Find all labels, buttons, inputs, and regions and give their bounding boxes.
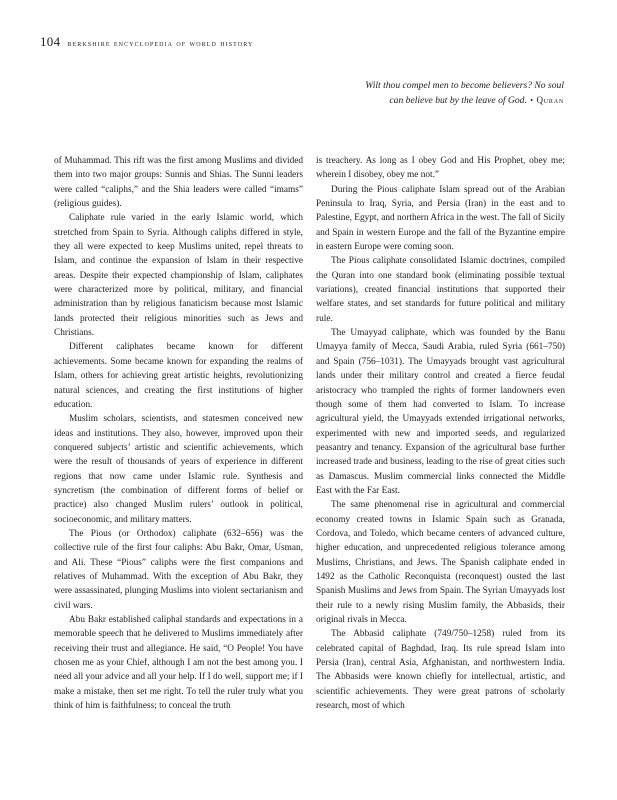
paragraph: The Pious caliphate consolidated Islamic doctrines, compiled the Quran into one standard book (eliminating possible textual variations), created financial institutions that supported their welfare states, and set standards for future political and military rule. (316, 256, 565, 324)
paragraph: of Muhammad. This rift was the first among Muslims and divided them into two major groups: Sunnis and Shias. The Sunni leaders were called “caliphs,” and the Shia leaders were called “imams” (religious guides). (54, 156, 303, 210)
page-number: 104 (40, 34, 61, 49)
paragraph: The same phenomenal rise in agricultural and commercial economy created towns in Islamic Spain such as Granada, Cordova, and Toledo, which became centers of advanced culture, higher education, and unprecedented religious tolerance among Muslims, Christians, and Jews. The Spanish caliphate ended in 1492 as the Catholic Reconquista (reconquest) ousted the last Spanish Muslims and Jews from Spain. The Syrian Umayyads lost their rule to a newly rising Muslim family, the Abbasids, their original rivals in Mecca. (316, 500, 565, 625)
epigraph-line-1: Wilt thou compel men to become believers? No soul (365, 80, 564, 91)
right-column (316, 154, 565, 794)
paragraph: The Pious (or Orthodox) caliphate (632–656) was the collective rule of the first four caliphs: Abu Bakr, Omar, Usman, and Ali. These “Pious” caliphs were the first companions and relatives of Muhammad. With the exception of Abu Bakr, they were assassinated, plunging Muslims into violent sectarianism and civil wars. (54, 528, 303, 611)
paragraph: Muslim scholars, scientists, and statesmen conceived new ideas and institutions. They also, however, improved upon their conquered subjects’ artistic and scientific achievements, which were the result of thousands of years of experience in different regions that now came under Islamic rule. Synthesis and syncretism (the combination of different forms of belief or practice) also changed Muslim rulers’ outlook in political, socioeconomic, and military matters. (54, 414, 303, 525)
paragraph: Caliphate rule varied in the early Islamic world, which stretched from Spain to Syria. Although caliphs differed in style, they all were expected to keep Muslims united, repel threats to Islam, and continue the expansion of Islam in their respective areas. Despite their expected championship of Islam, caliphates were characterized more by political, military, and financial administration than by religious fanaticism because most Islamic lands protected their religious minorities such as Jews and Christians. (54, 213, 303, 339)
bullet-icon: • (530, 96, 534, 105)
page-header (40, 34, 580, 52)
paragraph: During the Pious caliphate Islam spread out of the Arabian Peninsula to Iraq, Syria, and Persia (Iran) in the east and to Palestine, Egypt, and northern Africa in the west. The fall of Sicily and Spain in western Europe and the fall of the Byzantine empire in eastern Europe were coming soon. (316, 184, 565, 253)
epigraph-line-2: can believe but by the leave of God. (389, 95, 527, 106)
paragraph: The Abbasid caliphate (749/750–1258) ruled from its celebrated capital of Baghdad, Iraq. Its rule spread Islam into Persia (Iran), central Asia, Afghanistan, and northwestern India. The Abbasids were known chiefly for intellectual, artistic, and scientific achievements. They were great patrons of scholarly research, most of which (316, 629, 565, 712)
paragraph: Different caliphates became known for different achievements. Some became known for expanding the realms of Islam, others for achieving great artistic heights, revolutionizing natural sciences, and creating the first institutions of higher education. (54, 342, 303, 410)
epigraph (284, 79, 564, 108)
paragraph: is treachery. As long as I obey God and His Prophet, obey me; wherein I disobey, obey me not.” (316, 156, 565, 181)
paragraph: Abu Bakr established caliphal standards and expectations in a memorable speech that he delivered to Muslims immediately after receiving their trust and allegiance. He said, “O People! You have chosen me as your Chief, although I am not the best among you. I need all your advice and all your help. If I do well, support me; if I make a mistake, then set me right. To tell the ruler truly what you think of him is faithfulness; to conceal the truth (54, 615, 303, 712)
epigraph-attribution: Quran (536, 95, 564, 105)
epigraph-line-2-wrap (284, 93, 564, 108)
paragraph: The Umayyad caliphate, which was founded by the Banu Umayya family of Mecca, Saudi Arabia, ruled Syria (661–750) and Spain (756–1031). The Umayyads brought vast agricultural lands under their military control and created a fierce feudal aristocracy who trampled the rights of former landowners even though some of them had converted to Islam. To increase agricultural yield, the Umayyads extended irrigational networks, experimented with new and imported seeds, and regularized peasantry and tenancy. Expansion of the agricultural base further increased trade and business, leading to the rise of great cities such as Damascus. Muslim commercial links connected the Middle East with the Far East. (316, 328, 565, 496)
left-column (54, 154, 303, 794)
running-head: berkshire encyclopedia of world history (67, 38, 254, 48)
